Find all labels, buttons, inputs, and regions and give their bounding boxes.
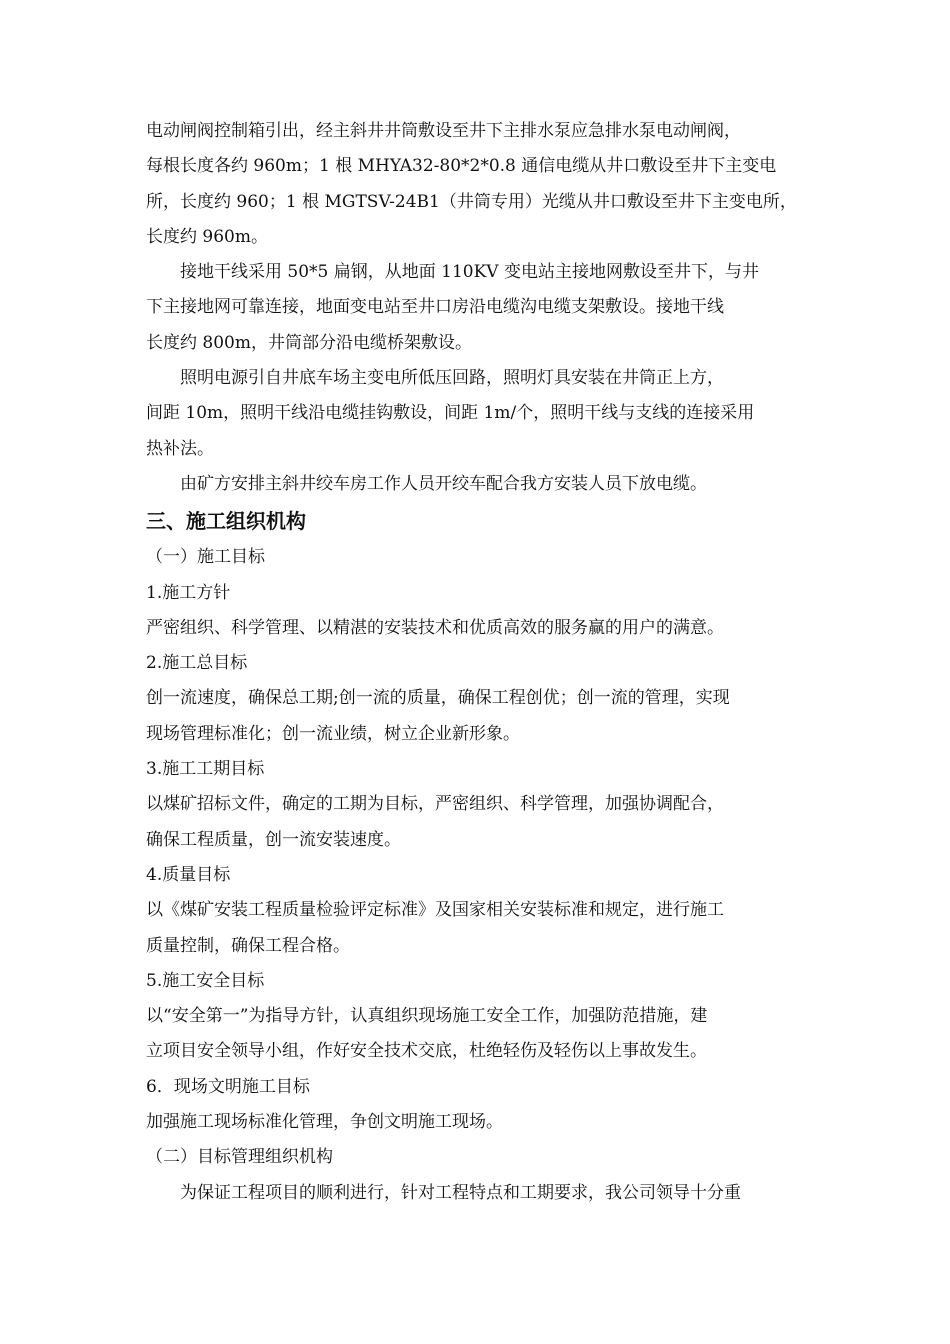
subsection-title: （一）施工目标 <box>146 547 265 568</box>
body-text-line: 以《煤矿安装工程质量检验评定标准》及国家相关安装标准和规定，进行施工 <box>146 900 724 921</box>
body-text-line: 电动闸阀控制箱引出，经主斜井井筒敷设至井下主排水泵应急排水泵电动闸阀， <box>146 121 741 141</box>
body-text-line: 照明电源引自井底车场主变电所低压回路，照明灯具安装在井筒正上方， <box>180 368 724 389</box>
body-text-line: 由矿方安排主斜井绞车房工作人员开绞车配合我方安装人员下放电缆。 <box>180 473 707 494</box>
body-text-line: 接地干线采用 50*5 扁钢，从地面 110KV 变电站主接地网敷设至井下，与井 <box>180 262 759 283</box>
body-text-line: 间距 10m，照明干线沿电缆挂钩敷设，间距 1m/个，照明干线与支线的连接采用 <box>146 403 755 424</box>
body-text-line: 创一流速度，确保总工期;创一流的质量，确保工程创优；创一流的管理，实现 <box>146 688 730 709</box>
body-text-line: 长度约 800m，井筒部分沿电缆桥架敷设。 <box>146 332 472 353</box>
item-title: 1.施工方针 <box>146 582 231 603</box>
item-title: 2.施工总目标 <box>146 653 248 674</box>
body-text-line: 长度约 960m。 <box>146 226 268 247</box>
body-text-line: 所，长度约 960；1 根 MGTSV-24B1（井筒专用）光缆从井口敷设至井下主变电所， <box>146 191 797 212</box>
body-text-line: 现场管理标准化；创一流业绩，树立企业新形象。 <box>146 723 520 744</box>
item-title: 5.施工安全目标 <box>146 970 265 991</box>
body-text-line: 加强施工现场标准化管理，争创文明施工现场。 <box>146 1112 503 1133</box>
document-page <box>146 114 810 1211</box>
item-title: 6．现场文明施工目标 <box>146 1076 310 1097</box>
section-heading: 三、施工组织机构 <box>146 509 306 534</box>
body-text-line: 质量控制，确保工程合格。 <box>146 935 350 956</box>
body-text-line: 下主接地网可靠连接，地面变电站至井口房沿电缆沟电缆支架敷设。接地干线 <box>146 297 724 318</box>
body-text-line: 每根长度各约 960m；1 根 MHYA32-80*2*0.8 通信电缆从井口敷设至井下主变电 <box>146 156 777 177</box>
subsection-title: （二）目标管理组织机构 <box>146 1147 333 1168</box>
body-text-line: 热补法。 <box>146 438 214 459</box>
body-text-line: 以煤矿招标文件，确定的工期为目标，严密组织、科学管理，加强协调配合， <box>146 794 724 815</box>
body-text-line: 严密组织、科学管理、以精湛的安装技术和优质高效的服务赢的用户的满意。 <box>146 617 724 638</box>
body-text-line: 以“安全第一”为指导方针，认真组织现场施工安全工作，加强防范措施，建 <box>146 1006 708 1027</box>
item-title: 4.质量目标 <box>146 864 231 885</box>
body-text-line: 立项目安全领导小组，作好安全技术交底，杜绝轻伤及轻伤以上事故发生。 <box>146 1041 707 1062</box>
item-title: 3.施工工期目标 <box>146 759 265 780</box>
body-text-line: 确保工程质量，创一流安装速度。 <box>146 829 401 850</box>
body-text-line: 为保证工程项目的顺利进行，针对工程特点和工期要求，我公司领导十分重 <box>180 1182 741 1203</box>
